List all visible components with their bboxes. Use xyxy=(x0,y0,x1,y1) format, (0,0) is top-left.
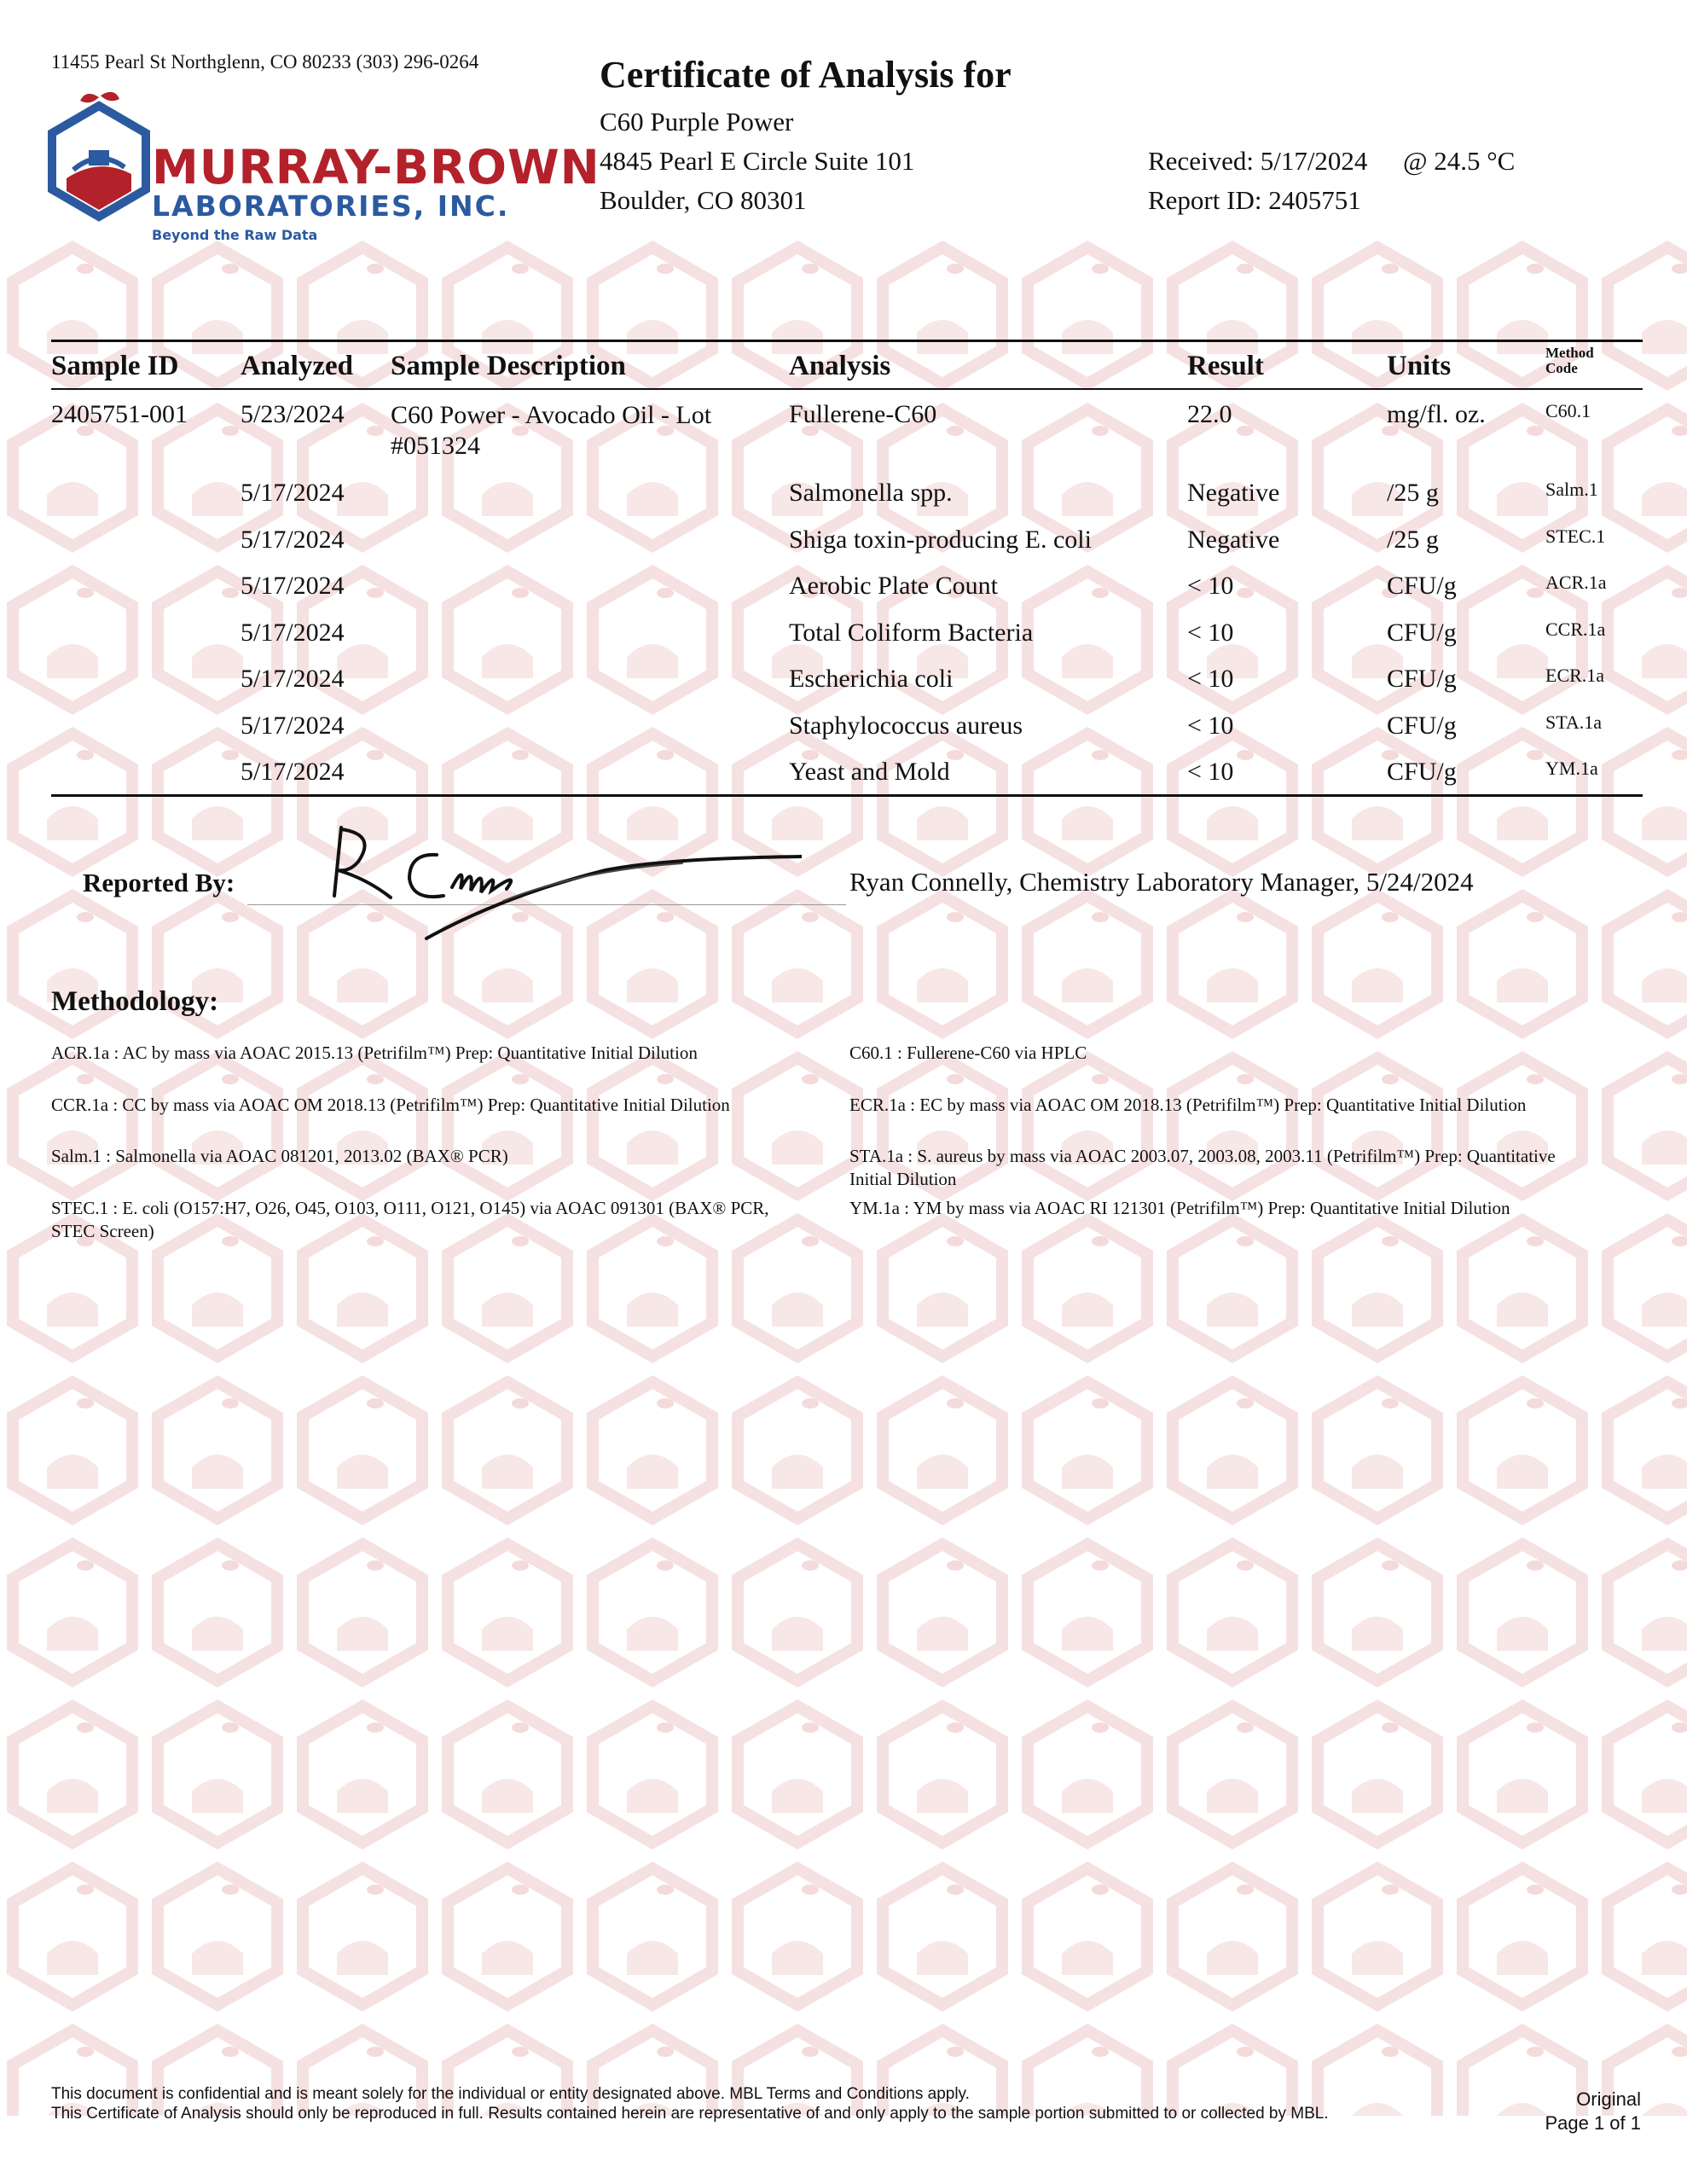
methodology-item: ACR.1a : AC by mass via AOAC 2015.13 (Petrifilm™) Prep: Quantitative Initial Dilution xyxy=(51,1043,698,1063)
table-row xyxy=(51,468,1643,515)
document-status: Original xyxy=(1576,2088,1641,2110)
report-id-label: Report ID: xyxy=(1148,185,1262,215)
methodology-item: C60.1 : Fullerene-C60 via HPLC xyxy=(849,1043,1087,1063)
cell-analyzed: 5/17/2024 xyxy=(241,711,345,740)
cell-result: < 10 xyxy=(1187,572,1234,600)
methodology-title: Methodology: xyxy=(51,986,219,1017)
received-date: 5/17/2024 xyxy=(1260,146,1368,176)
cell-method-code: C60.1 xyxy=(1545,400,1591,421)
cell-result: < 10 xyxy=(1187,618,1234,647)
cell-result: < 10 xyxy=(1187,665,1234,693)
header-analyzed: Analyzed xyxy=(241,351,353,381)
cell-analysis: Total Coliform Bacteria xyxy=(789,618,1034,647)
client-address xyxy=(600,102,914,220)
cell-analysis: Salmonella spp. xyxy=(789,479,953,507)
cell-analyzed: 5/17/2024 xyxy=(241,665,345,693)
methodology-item: ECR.1a : EC by mass via AOAC OM 2018.13 (Petrifilm™) Prep: Quantitative Initial Dilution xyxy=(849,1095,1527,1115)
received-label: Received: xyxy=(1148,146,1254,176)
footer-disclaimer xyxy=(51,2084,1329,2123)
cell-analyzed: 5/17/2024 xyxy=(241,618,345,647)
client-city: Boulder, CO 80301 xyxy=(600,185,807,215)
footer-line-2: This Certificate of Analysis should only be reproduced in full. Results contained herein are representative of and only apply to the sample portion submitted to or collected by MBL. xyxy=(51,2105,1329,2123)
table-row xyxy=(51,747,1643,794)
cell-units: CFU/g xyxy=(1387,618,1457,647)
client-street: 4845 Pearl E Circle Suite 101 xyxy=(600,146,915,176)
cell-result: Negative xyxy=(1187,479,1280,507)
methodology-item: STEC.1 : E. coli (O157:H7, O26, O45, O103, O111, O121, O145) via AOAC 091301 (BAX® PCR, STEC Screen) xyxy=(51,1198,769,1241)
methodology-item: CCR.1a : CC by mass via AOAC OM 2018.13 (Petrifilm™) Prep: Quantitative Initial Dilution xyxy=(51,1095,730,1115)
header-analysis: Analysis xyxy=(789,351,891,381)
client-name: C60 Purple Power xyxy=(600,107,794,136)
cell-units: CFU/g xyxy=(1387,572,1457,600)
cell-method-code: Salm.1 xyxy=(1545,479,1598,500)
cell-method-code: ECR.1a xyxy=(1545,665,1605,686)
lab-address: 11455 Pearl St Northglenn, CO 80233 (303) 296-0264 xyxy=(51,51,479,73)
cell-units: CFU/g xyxy=(1387,711,1457,740)
methodology-item: STA.1a : S. aureus by mass via AOAC 2003.07, 2003.08, 2003.11 (Petrifilm™) Prep: Quantitative Initial Dilution xyxy=(849,1146,1556,1189)
table-row xyxy=(51,515,1643,562)
cell-method-code: STEC.1 xyxy=(1545,525,1606,547)
received-temperature: @ 24.5 °C xyxy=(1402,146,1516,176)
header-sample-id: Sample ID xyxy=(51,351,179,381)
page-number: Page 1 of 1 xyxy=(1545,2112,1641,2134)
cell-analyzed: 5/17/2024 xyxy=(241,479,345,507)
signer-name: Ryan Connelly, Chemistry Laboratory Manager, 5/24/2024 xyxy=(849,867,1474,897)
header-method-code: Method Code xyxy=(1545,345,1594,376)
cell-analyzed: 5/17/2024 xyxy=(241,572,345,600)
lab-logo xyxy=(48,89,600,251)
methodology-item: Salm.1 : Salmonella via AOAC 081201, 2013.02 (BAX® PCR) xyxy=(51,1146,508,1166)
lab-name: MURRAY-BROWN xyxy=(152,140,600,195)
cell-method-code: YM.1a xyxy=(1545,758,1598,779)
table-row xyxy=(51,608,1643,655)
header-units: Units xyxy=(1387,351,1452,381)
footer-line-1: This document is confidential and is meant solely for the individual or entity designated above. MBL Terms and Conditions apply. xyxy=(51,2085,970,2103)
cell-analysis: Escherichia coli xyxy=(789,665,954,693)
cell-analysis: Fullerene-C60 xyxy=(789,400,937,428)
cell-result: Negative xyxy=(1187,525,1280,554)
results-table xyxy=(51,340,1643,797)
cell-analysis: Shiga toxin-producing E. coli xyxy=(789,525,1092,554)
cell-analyzed: 5/23/2024 xyxy=(241,400,345,428)
cell-method-code: STA.1a xyxy=(1545,711,1603,733)
cell-method-code: CCR.1a xyxy=(1545,618,1606,640)
cell-result: < 10 xyxy=(1187,711,1234,740)
cell-method-code: ACR.1a xyxy=(1545,572,1607,593)
footer-page-info xyxy=(1545,2088,1641,2135)
signature-image xyxy=(324,819,802,947)
table-header xyxy=(51,342,1643,390)
lab-subtitle: LABORATORIES, INC. xyxy=(152,189,510,223)
methodology-item: YM.1a : YM by mass via AOAC RI 121301 (Petrifilm™) Prep: Quantitative Initial Dilution xyxy=(849,1198,1510,1218)
cell-description: C60 Power - Avocado Oil - Lot #051324 xyxy=(391,401,712,460)
cell-analyzed: 5/17/2024 xyxy=(241,525,345,554)
cell-units: /25 g xyxy=(1387,525,1439,554)
header-description: Sample Description xyxy=(391,351,626,381)
cell-analysis: Aerobic Plate Count xyxy=(789,572,998,600)
table-row xyxy=(51,701,1643,748)
table-row xyxy=(51,390,1643,468)
table-row xyxy=(51,561,1643,608)
cell-result: < 10 xyxy=(1187,758,1234,786)
cell-analysis: Staphylococcus aureus xyxy=(789,711,1023,740)
cell-units: CFU/g xyxy=(1387,665,1457,693)
header-result: Result xyxy=(1187,351,1264,381)
cell-units: CFU/g xyxy=(1387,758,1457,786)
document-title: Certificate of Analysis for xyxy=(600,54,1012,96)
cell-sample-id: 2405751-001 xyxy=(51,400,188,428)
cell-analyzed: 5/17/2024 xyxy=(241,758,345,786)
cell-analysis: Yeast and Mold xyxy=(789,758,950,786)
cell-result: 22.0 xyxy=(1187,400,1232,428)
flask-icon xyxy=(48,89,150,234)
table-row xyxy=(51,654,1643,701)
cell-units: /25 g xyxy=(1387,479,1439,507)
receipt-info xyxy=(1148,142,1515,220)
cell-units: mg/fl. oz. xyxy=(1387,400,1486,428)
reported-by-label: Reported By: xyxy=(83,868,235,897)
lab-tagline: Beyond the Raw Data xyxy=(152,227,318,243)
report-id: 2405751 xyxy=(1268,185,1361,215)
